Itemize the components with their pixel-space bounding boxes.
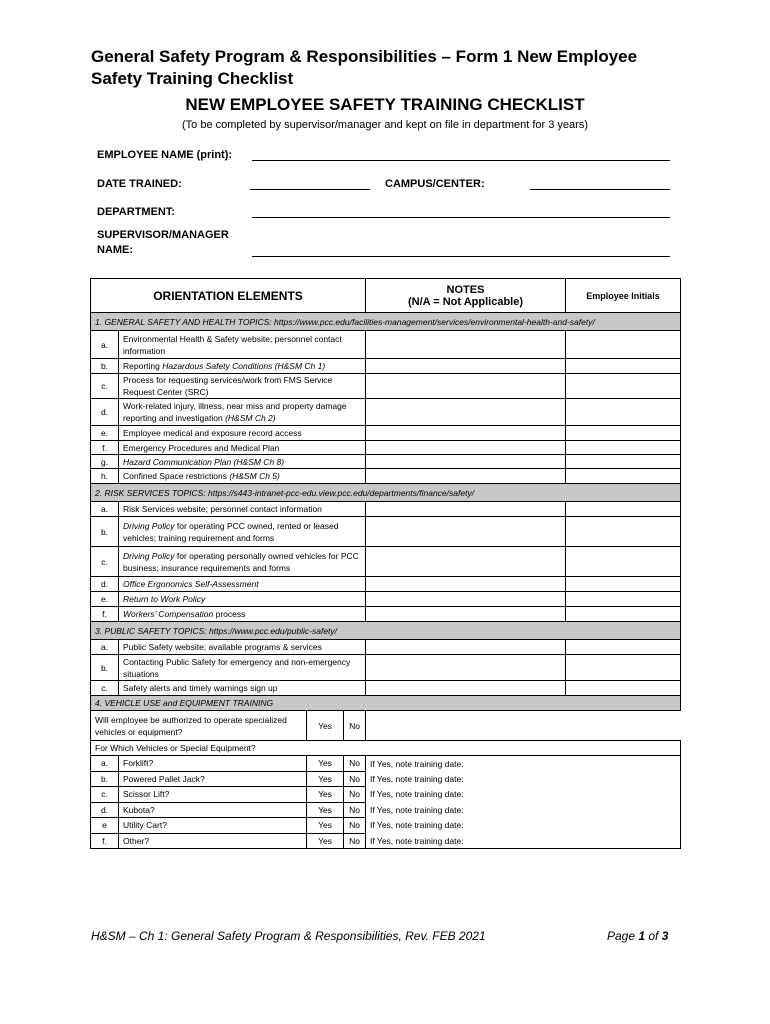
no-option[interactable]: No [344, 711, 366, 741]
notes-cell[interactable] [366, 359, 566, 374]
notes-cell[interactable] [366, 547, 566, 577]
date-trained-line[interactable] [250, 189, 370, 190]
notes-cell[interactable] [366, 517, 566, 547]
item-letter: b. [91, 359, 119, 374]
section-header-row [91, 696, 681, 711]
notes-cell[interactable] [366, 640, 566, 655]
training-date-note[interactable]: If Yes, note training date: [366, 818, 681, 834]
authorization-question: Will employee be authorized to operate specialized vehicles or equipment? [91, 711, 307, 741]
vehicle-row [91, 833, 681, 849]
vehicle-name: Other? [119, 833, 307, 849]
item-text: Safety alerts and timely warnings sign up [119, 681, 366, 696]
item-text: Emergency Procedures and Medical Plan [119, 441, 366, 455]
item-letter: a. [91, 640, 119, 655]
item-text [119, 577, 366, 592]
item-text: Driving Policy for operating PCC owned, rented or leased vehicles; training requirement and forms [119, 517, 366, 547]
department-line[interactable] [252, 217, 670, 218]
initials-cell[interactable] [566, 655, 681, 681]
checklist-row [91, 592, 681, 607]
notes-cell[interactable] [366, 681, 566, 696]
yes-option[interactable]: Yes [307, 771, 344, 787]
document-title: General Safety Program & Responsibilities – Form 1 New Employee Safety Training Checklist [91, 47, 638, 88]
checklist-row [91, 681, 681, 696]
emphasized-text: (H&SM Ch 5) [229, 471, 280, 481]
checklist-table [90, 278, 681, 849]
campus-line[interactable] [530, 189, 670, 190]
item-letter: d. [91, 399, 119, 426]
notes-header [366, 279, 566, 313]
page-mid: of [645, 929, 662, 943]
yes-option[interactable]: Yes [307, 787, 344, 803]
checklist-row [91, 517, 681, 547]
date-trained-label: DATE TRAINED: [97, 178, 182, 190]
item-text: Public Safety website; available programs & services [119, 640, 366, 655]
training-date-note[interactable]: If Yes, note training date: [366, 787, 681, 803]
form-title: NEW EMPLOYEE SAFETY TRAINING CHECKLIST [185, 95, 585, 114]
orientation-elements-header: ORIENTATION ELEMENTS [91, 279, 366, 313]
emphasized-text: Driving Policy [123, 550, 175, 561]
notes-header-line2: (N/A = Not Applicable) [408, 295, 523, 308]
checklist-row [91, 547, 681, 577]
notes-cell[interactable] [366, 592, 566, 607]
checklist-row [91, 441, 681, 455]
item-letter: e. [91, 426, 119, 441]
item-text: Contacting Public Safety for emergency and non-emergency situations [119, 655, 366, 681]
item-text: Workers’ Compensation process [119, 607, 366, 622]
page-current: 1 [638, 929, 646, 943]
item-letter: c. [91, 547, 119, 577]
checklist-row [91, 640, 681, 655]
checklist-row [91, 374, 681, 399]
notes-cell[interactable] [366, 502, 566, 517]
item-letter: e. [91, 592, 119, 607]
notes-header-line1: NOTES [446, 283, 485, 296]
item-letter: a. [91, 331, 119, 359]
initials-cell[interactable] [566, 469, 681, 484]
notes-cell[interactable] [366, 374, 566, 399]
emphasized-text: Workers’ Compensation [123, 609, 214, 619]
notes-cell[interactable] [366, 426, 566, 441]
initials-cell[interactable] [566, 640, 681, 655]
training-date-note[interactable]: If Yes, note training date: [366, 756, 681, 772]
item-text: Risk Services website; personnel contact information [119, 502, 366, 517]
section-header-row [91, 622, 681, 640]
vehicle-row [91, 787, 681, 803]
vehicle-letter: e [91, 818, 119, 834]
supervisor-label [97, 228, 229, 258]
no-option[interactable]: No [344, 818, 366, 834]
yes-option[interactable]: Yes [307, 833, 344, 849]
vehicle-letter: f. [91, 833, 119, 849]
checklist-row [91, 655, 681, 681]
notes-cell[interactable] [366, 607, 566, 622]
authorization-row [91, 711, 681, 741]
item-letter: d. [91, 577, 119, 592]
vehicle-letter: c. [91, 787, 119, 803]
item-text: Driving Policy for operating personally owned vehicles for PCC business; insurance requirements and forms [119, 547, 366, 577]
item-letter: b. [91, 655, 119, 681]
training-date-note[interactable]: If Yes, note training date: [366, 833, 681, 849]
vehicle-name: Scissor Lift? [119, 787, 307, 803]
supervisor-line[interactable] [252, 256, 670, 257]
vehicle-name: Forklift? [119, 756, 307, 772]
vehicle-row [91, 771, 681, 787]
checklist-row [91, 607, 681, 622]
emphasized-text: Office Ergonomics Self-Assessment [123, 579, 259, 589]
emphasized-text: Hazard Communication Plan (H&SM Ch 8) [123, 456, 285, 467]
vehicle-name: Powered Pallet Jack? [119, 771, 307, 787]
supervisor-label-line1: SUPERVISOR/MANAGER [97, 229, 229, 241]
checklist-row [91, 502, 681, 517]
item-letter: b. [91, 517, 119, 547]
yes-option[interactable]: Yes [307, 802, 344, 818]
checklist-row [91, 331, 681, 359]
section-title: 2. RISK SERVICES TOPICS: https://s443-intranet-pcc-edu.view.pcc.edu/departments/finance/safety/ [91, 484, 681, 502]
item-text [119, 455, 366, 469]
item-text: Environmental Health & Safety website; personnel contact information [119, 331, 366, 359]
item-letter: a. [91, 502, 119, 517]
initials-cell[interactable] [566, 681, 681, 696]
yes-option[interactable]: Yes [307, 711, 344, 741]
section-header-row [91, 313, 681, 331]
checklist-row [91, 469, 681, 484]
no-option[interactable]: No [344, 833, 366, 849]
employee-name-line[interactable] [252, 160, 670, 161]
no-option[interactable]: No [344, 802, 366, 818]
notes-cell[interactable] [366, 331, 566, 359]
no-option[interactable]: No [344, 787, 366, 803]
checklist-row [91, 577, 681, 592]
department-label: DEPARTMENT: [97, 206, 176, 218]
item-letter: c. [91, 681, 119, 696]
item-text: Process for requesting services/work from FMS Service Request Center (SRC) [119, 374, 366, 399]
vehicle-letter: b. [91, 771, 119, 787]
initials-cell[interactable] [566, 374, 681, 399]
item-letter: g. [91, 455, 119, 469]
vehicle-letter: a. [91, 756, 119, 772]
item-text: Work-related injury, illness, near miss and property damage reporting and investigation (H&SM Ch 2) [119, 399, 366, 426]
emphasized-text: Driving Policy [123, 520, 175, 531]
initials-cell[interactable] [566, 359, 681, 374]
item-text [119, 592, 366, 607]
employee-name-label: EMPLOYEE NAME (print): [97, 149, 233, 161]
page-prefix: Page [607, 929, 639, 943]
emphasized-text: Hazardous Safety Conditions (H&SM Ch 1) [162, 361, 326, 371]
initials-cell[interactable] [566, 331, 681, 359]
which-row [91, 741, 681, 756]
initials-cell[interactable] [566, 547, 681, 577]
training-date-note[interactable]: If Yes, note training date: [366, 771, 681, 787]
checklist-row [91, 455, 681, 469]
notes-cell[interactable] [366, 455, 566, 469]
initials-cell[interactable] [566, 592, 681, 607]
vehicle-row [91, 756, 681, 772]
employee-initials-header: Employee Initials [566, 279, 681, 313]
authorization-blank [366, 711, 681, 741]
initials-cell[interactable] [566, 577, 681, 592]
training-date-note[interactable]: If Yes, note training date: [366, 802, 681, 818]
form-subtitle: (To be completed by supervisor/manager and kept on file in department for 3 years) [182, 119, 588, 131]
item-text: Confined Space restrictions (H&SM Ch 5) [119, 469, 366, 484]
table-header-row [91, 279, 681, 313]
vehicle-name: Utility Cart? [119, 818, 307, 834]
which-vehicles-label: For Which Vehicles or Special Equipment? [91, 741, 681, 756]
checklist-row [91, 399, 681, 426]
section-title: 1. GENERAL SAFETY AND HEALTH TOPICS: https://www.pcc.edu/facilities-management/services/environmental-health-and-safety/ [91, 313, 681, 331]
initials-cell[interactable] [566, 607, 681, 622]
item-letter: f. [91, 607, 119, 622]
vehicle-row [91, 802, 681, 818]
emphasized-text: Return to Work Policy [123, 594, 206, 604]
emphasized-text: (H&SM Ch 2) [225, 413, 276, 423]
notes-cell[interactable] [366, 469, 566, 484]
section-title: 4. VEHICLE USE and EQUIPMENT TRAINING [91, 696, 681, 711]
notes-cell[interactable] [366, 577, 566, 592]
no-option[interactable]: No [344, 771, 366, 787]
page-number [607, 929, 668, 943]
vehicle-name: Kubota? [119, 802, 307, 818]
section-title: 3. PUBLIC SAFETY TOPICS: https://www.pcc.edu/public-safety/ [91, 622, 681, 640]
footer-revision: H&SM – Ch 1: General Safety Program & Responsibilities, Rev. FEB 2021 [91, 929, 486, 943]
supervisor-label-line2: NAME: [97, 244, 134, 256]
page-total: 3 [661, 929, 669, 943]
notes-cell[interactable] [366, 441, 566, 455]
section-header-row [91, 484, 681, 502]
notes-cell[interactable] [366, 655, 566, 681]
item-text: Reporting Hazardous Safety Conditions (H&SM Ch 1) [119, 359, 366, 374]
item-letter: h. [91, 469, 119, 484]
no-option[interactable]: No [344, 756, 366, 772]
initials-cell[interactable] [566, 426, 681, 441]
item-letter: f. [91, 441, 119, 455]
vehicle-row [91, 818, 681, 834]
campus-label: CAMPUS/CENTER: [385, 178, 485, 190]
initials-cell[interactable] [566, 399, 681, 426]
initials-cell[interactable] [566, 441, 681, 455]
item-text: Employee medical and exposure record access [119, 426, 366, 441]
initials-cell[interactable] [566, 502, 681, 517]
yes-option[interactable]: Yes [307, 756, 344, 772]
yes-option[interactable]: Yes [307, 818, 344, 834]
checklist-row [91, 359, 681, 374]
initials-cell[interactable] [566, 455, 681, 469]
item-letter: c. [91, 374, 119, 399]
vehicle-letter: d. [91, 802, 119, 818]
checklist-row [91, 426, 681, 441]
notes-cell[interactable] [366, 399, 566, 426]
initials-cell[interactable] [566, 517, 681, 547]
